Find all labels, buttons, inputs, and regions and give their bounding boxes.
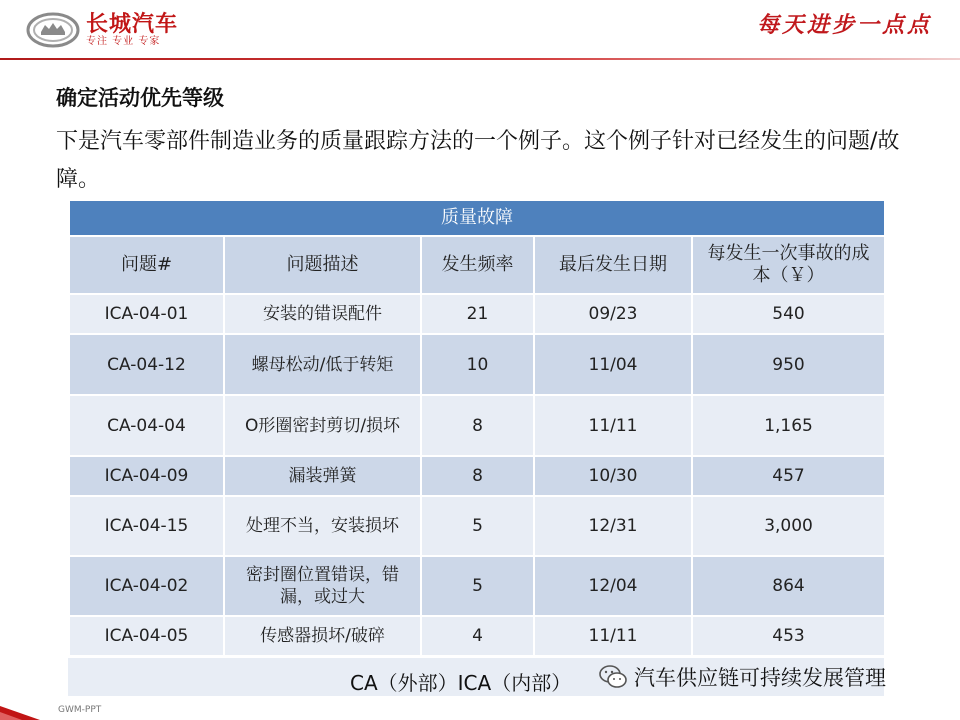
date-cell: 11/11 bbox=[534, 395, 692, 456]
description-cell: O形圈密封剪切/损坏 bbox=[224, 395, 421, 456]
cost-cell: 453 bbox=[692, 616, 885, 656]
watermark-text: 汽车供应链可持续发展管理 bbox=[634, 666, 886, 690]
frequency-cell: 21 bbox=[421, 294, 534, 334]
cost-cell: 3,000 bbox=[692, 496, 885, 556]
wechat-icon bbox=[598, 663, 628, 691]
column-header-description: 问题描述 bbox=[224, 236, 421, 294]
logo-tagline: 专注 专业 专家 bbox=[86, 36, 161, 47]
cost-cell: 950 bbox=[692, 334, 885, 395]
header-divider bbox=[0, 58, 960, 60]
table-title-row bbox=[69, 200, 885, 236]
table-row bbox=[69, 334, 885, 395]
frequency-cell: 10 bbox=[421, 334, 534, 395]
frequency-cell: 5 bbox=[421, 556, 534, 616]
intro-paragraph: 下是汽车零部件制造业务的质量跟踪方法的一个例子。这个例子针对已经发生的问题/故障。 bbox=[56, 129, 900, 192]
issue-id-cell: ICA-04-05 bbox=[69, 616, 224, 656]
column-header-last-date: 最后发生日期 bbox=[534, 236, 692, 294]
frequency-cell: 5 bbox=[421, 496, 534, 556]
issue-id-cell: CA-04-12 bbox=[69, 334, 224, 395]
company-logo bbox=[26, 12, 178, 48]
slide-heading: 确定活动优先等级 bbox=[56, 86, 224, 110]
cost-cell: 1,165 bbox=[692, 395, 885, 456]
table-row bbox=[69, 294, 885, 334]
table-footnote: CA（外部）ICA（内部） bbox=[350, 671, 572, 695]
great-wall-emblem-icon bbox=[26, 12, 80, 48]
table-row bbox=[69, 556, 885, 616]
issue-id-cell: CA-04-04 bbox=[69, 395, 224, 456]
description-cell: 螺母松动/低于转矩 bbox=[224, 334, 421, 395]
date-cell: 12/04 bbox=[534, 556, 692, 616]
issue-id-cell: ICA-04-02 bbox=[69, 556, 224, 616]
template-label: GWM-PPT bbox=[58, 705, 102, 715]
description-cell: 传感器损坏/破碎 bbox=[224, 616, 421, 656]
issue-id-cell: ICA-04-01 bbox=[69, 294, 224, 334]
frequency-cell: 8 bbox=[421, 395, 534, 456]
quality-issues-table bbox=[68, 199, 886, 657]
description-cell: 安装的错误配件 bbox=[224, 294, 421, 334]
slogan: 每天进步一点点 bbox=[756, 12, 932, 38]
table-row bbox=[69, 616, 885, 656]
date-cell: 11/04 bbox=[534, 334, 692, 395]
frequency-cell: 8 bbox=[421, 456, 534, 496]
wechat-watermark bbox=[598, 662, 886, 692]
date-cell: 11/11 bbox=[534, 616, 692, 656]
footer-decoration bbox=[0, 700, 960, 720]
issue-id-cell: ICA-04-15 bbox=[69, 496, 224, 556]
table-title: 质量故障 bbox=[69, 200, 885, 236]
description-cell: 处理不当，安装损坏 bbox=[224, 496, 421, 556]
description-cell: 密封圈位置错误，错漏，或过大 bbox=[224, 556, 421, 616]
cost-cell: 457 bbox=[692, 456, 885, 496]
description-cell: 漏装弹簧 bbox=[224, 456, 421, 496]
column-header-frequency: 发生频率 bbox=[421, 236, 534, 294]
date-cell: 09/23 bbox=[534, 294, 692, 334]
date-cell: 12/31 bbox=[534, 496, 692, 556]
column-header-issue-id: 问题# bbox=[69, 236, 224, 294]
issue-id-cell: ICA-04-09 bbox=[69, 456, 224, 496]
cost-cell: 540 bbox=[692, 294, 885, 334]
column-header-cost: 每发生一次事故的成本（￥） bbox=[692, 236, 885, 294]
table-header-row bbox=[69, 236, 885, 294]
slide-header bbox=[0, 0, 960, 60]
logo-wordmark: 长城汽车 bbox=[86, 11, 179, 37]
cost-cell: 864 bbox=[692, 556, 885, 616]
table-row bbox=[69, 496, 885, 556]
date-cell: 10/30 bbox=[534, 456, 692, 496]
table-row bbox=[69, 456, 885, 496]
table-row bbox=[69, 395, 885, 456]
frequency-cell: 4 bbox=[421, 616, 534, 656]
